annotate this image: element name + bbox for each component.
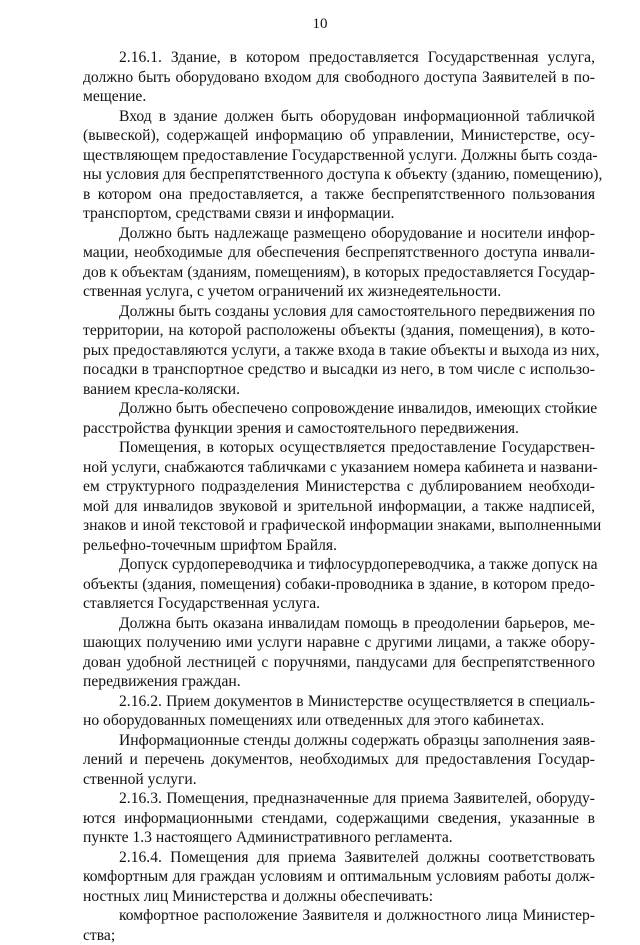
paragraph <box>83 906 595 945</box>
text-line: расстройства функции зрения и самостоятельного передвижения. <box>83 419 595 439</box>
text-line: ственной услуги. <box>83 770 595 790</box>
paragraph <box>83 302 595 400</box>
text-line: 2.16.4. Помещения для приема Заявителей должны соответствовать <box>83 848 595 868</box>
text-line: шающих получению ими услуги наравне с другими лицами, а также обору- <box>83 633 595 653</box>
text-line: Помещения, в которых осуществляется предоставление Государствен- <box>83 438 595 458</box>
paragraph <box>83 48 595 107</box>
text-line: Должна быть оказана инвалидам помощь в преодолении барьеров, ме- <box>83 614 595 634</box>
text-line: рельефно-точечным шрифтом Брайля. <box>83 536 595 556</box>
text-line: но оборудованных помещениях или отведенных для этого кабинетах. <box>83 711 595 731</box>
text-line: передвижения граждан. <box>83 672 595 692</box>
paragraph <box>83 107 595 224</box>
text-line: Информационные стенды должны содержать образцы заполнения заяв- <box>83 731 595 751</box>
paragraph <box>83 224 595 302</box>
text-line: Вход в здание должен быть оборудован информационной табличкой <box>83 107 595 127</box>
text-line: 2.16.3. Помещения, предназначенные для приема Заявителей, оборуду- <box>83 789 595 809</box>
text-line: Должны быть созданы условия для самостоятельного передвижения по <box>83 302 595 322</box>
text-line: (вывеской), содержащей информацию об управлении, Министерстве, осу- <box>83 126 595 146</box>
text-line: рых предоставляются услуги, а также входа в такие объекты и выхода из них, <box>83 341 595 361</box>
text-line: ностных лиц Министерства и должны обеспечивать: <box>83 887 595 907</box>
paragraph <box>83 848 595 907</box>
text-line: ванием кресла-коляски. <box>83 380 595 400</box>
text-line: лений и перечень документов, необходимых для предоставления Государ- <box>83 750 595 770</box>
text-line: Должно быть надлежаще размещено оборудование и носители инфор- <box>83 224 595 244</box>
text-line: комфортное расположение Заявителя и должностного лица Министер- <box>83 906 595 926</box>
text-line: ственная услуга, с учетом ограничений их жизнедеятельности. <box>83 282 595 302</box>
text-line: Должно быть обеспечено сопровождение инвалидов, имеющих стойкие <box>83 399 595 419</box>
text-line: мации, необходимые для обеспечения беспрепятственного доступа инвали- <box>83 243 595 263</box>
text-line: Допуск сурдопереводчика и тифлосурдопереводчика, а также допуск на <box>83 555 595 575</box>
text-line: ставляется Государственная услуга. <box>83 594 595 614</box>
paragraph <box>83 399 595 438</box>
paragraph <box>83 555 595 614</box>
text-line: транспортом, средствами связи и информации. <box>83 204 595 224</box>
text-line: мещение. <box>83 87 595 107</box>
text-line: 2.16.2. Прием документов в Министерстве осуществляется в специаль- <box>83 692 595 712</box>
text-line: объекты (здания, помещения) собаки-проводника в здание, в котором предо- <box>83 575 595 595</box>
paragraph <box>83 789 595 848</box>
text-line: в котором она предоставляется, а также беспрепятственного пользования <box>83 185 595 205</box>
text-line: должно быть оборудовано входом для свободного доступа Заявителей в по- <box>83 68 595 88</box>
paragraph <box>83 731 595 790</box>
text-line: дов к объектам (зданиям, помещениям), в которых предоставляется Государ- <box>83 263 595 283</box>
text-line: территории, на которой расположены объекты (здания, помещения), в кото- <box>83 321 595 341</box>
text-line: пункте 1.3 настоящего Административного регламента. <box>83 828 595 848</box>
text-line: ются информационными стендами, содержащими сведения, указанные в <box>83 809 595 829</box>
text-line: дован удобной лестницей с поручнями, пандусами для беспрепятственного <box>83 653 595 673</box>
text-line: ем структурного подразделения Министерства с дублированием необходи- <box>83 477 595 497</box>
page-number: 10 <box>0 15 640 33</box>
text-line: ства; <box>83 926 595 945</box>
text-line: ществляющем предоставление Государственной услуги. Должны быть созда- <box>83 146 595 166</box>
text-line: посадки в транспортное средство и высадки из него, в том числе с использо- <box>83 360 595 380</box>
document-body <box>83 48 595 945</box>
text-line: знаков и иной текстовой и графической информации знаками, выполненными <box>83 516 595 536</box>
text-line: ной услуги, снабжаются табличками с указанием номера кабинета и названи- <box>83 458 595 478</box>
text-line: ны условия для беспрепятственного доступа к объекту (зданию, помещению), <box>83 165 595 185</box>
text-line: комфортным для граждан условиям и оптимальным условиям работы долж- <box>83 867 595 887</box>
text-line: 2.16.1. Здание, в котором предоставляется Государственная услуга, <box>83 48 595 68</box>
paragraph <box>83 438 595 555</box>
text-line: мой для инвалидов звуковой и зрительной информации, а также надписей, <box>83 497 595 517</box>
paragraph <box>83 614 595 692</box>
paragraph <box>83 692 595 731</box>
